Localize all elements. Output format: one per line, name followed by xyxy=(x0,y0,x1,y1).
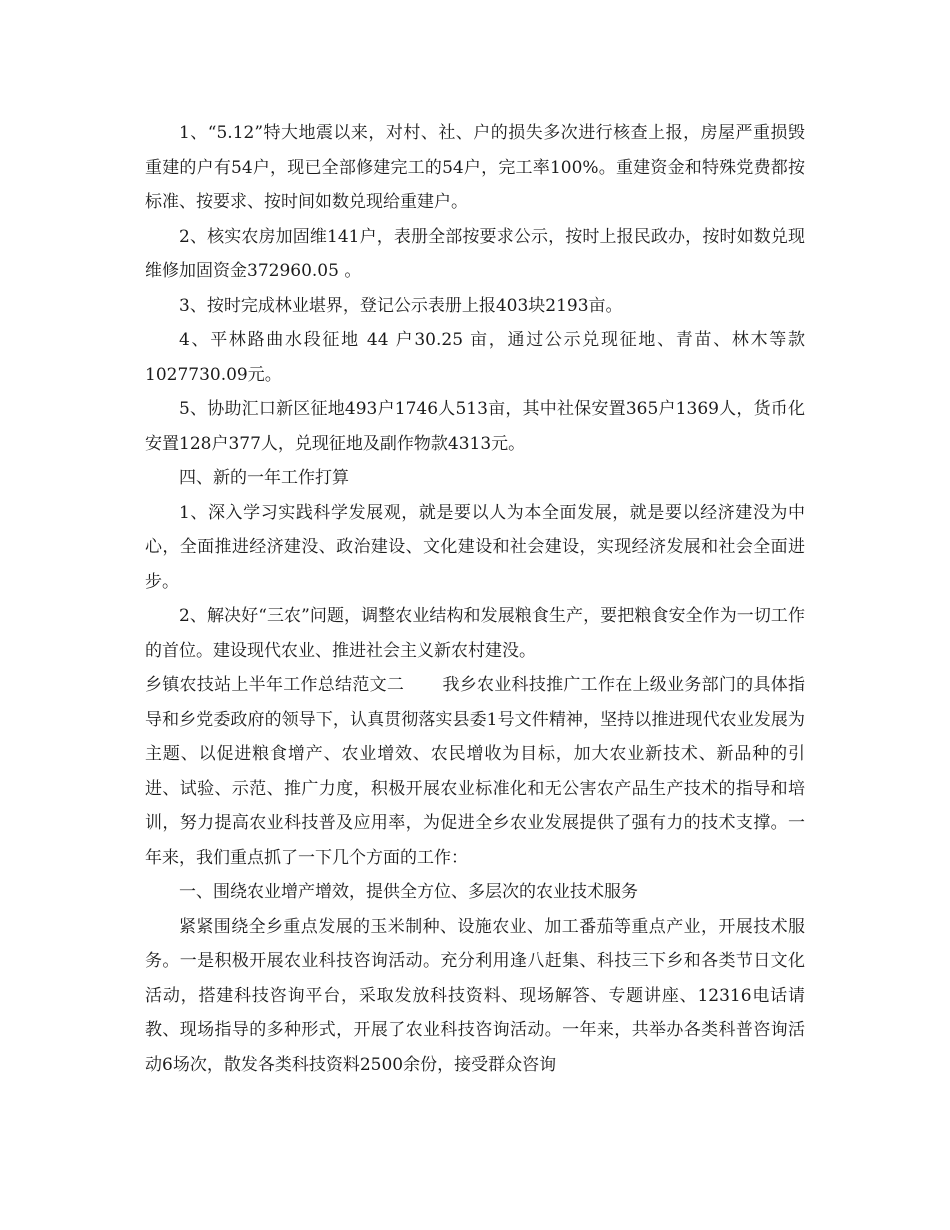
subsection-heading: 一、围绕农业增产增效，提供全方位、多层次的农业技术服务 xyxy=(179,882,638,902)
section-intro-text: 我乡农业科技推广工作在上级业务部门的具体指导和乡党委政府的领导下，认真贯彻落实县委1号文件精神，坚持以推进现代农业发展为主题、以促进粮食增产、农业增效、农民增收为目标，加大农业新技术、新品种的引进、试验、示范、推广力度，积极开展农业标准化和无公害农产品生产技术的指导和培训，努力提高农业科技普及应用率，为促进全乡农业发展提供了强有力的技术支撑。一年来，我们重点抓了一下几个方面的工作： xyxy=(145,675,806,868)
document-body xyxy=(145,116,805,1082)
paragraph-plan-2: 2、解决好“三农”问题，调整农业结构和发展粮食生产，要把粮食安全作为一切工作的首位。建设现代农业、推进社会主义新农村建没。 xyxy=(145,606,805,661)
paragraph-services: 紧紧围绕全乡重点发展的玉米制种、设施农业、加工番茄等重点产业，开展技术服务。一是积极开展农业科技咨询活动。充分利用逢八赶集、科技三下乡和各类节日文化活动，搭建科技咨询平台，采取发放科技资料、现场解答、专题讲座、12316电话请教、现场指导的多种形式，开展了农业科技咨询活动。一年来，共举办各类科普咨询活动6场次，散发各类科技资料2500余份，接受群众咨询 xyxy=(145,916,805,1075)
section-intro-paragraph xyxy=(145,668,805,875)
paragraph-item-3: 3、按时完成林业堪界，登记公示表册上报403块2193亩。 xyxy=(179,295,623,316)
section-title: 乡镇农技站上半年工作总结范文二 xyxy=(145,675,405,695)
paragraph-item-5: 5、协助汇口新区征地493户1746人513亩，其中社保安置365户1369人，货币化安置128户377人，兑现征地及副作物款4313元。 xyxy=(145,399,805,454)
section-heading-plans: 四、新的一年工作打算 xyxy=(179,468,349,488)
paragraph-plan-1: 1、深入学习实践科学发展观，就是要以人为本全面发展，就是要以经济建没为中心，全面推进经济建没、政治建设、文化建设和社会建设，实现经济发展和社会全面进步。 xyxy=(145,502,805,592)
paragraph-item-1: 1、“5.12”特大地震以来，对村、社、户的损失多次进行核查上报，房屋严重损毁重建的户有54户，现已全部修建完工的54户，完工率100%。重建资金和特殊党费都按标准、按要求、按时间如数兑现给重建户。 xyxy=(145,123,805,212)
paragraph-item-4: 4、平林路曲水段征地 44 户30.25 亩，通过公示兑现征地、青苗、林木等款1027730.09元。 xyxy=(145,330,805,385)
paragraph-item-2: 2、核实农房加固维141户，表册全部按要求公示，按时上报民政办，按时如数兑现维修加固资金372960.05 。 xyxy=(145,226,805,281)
